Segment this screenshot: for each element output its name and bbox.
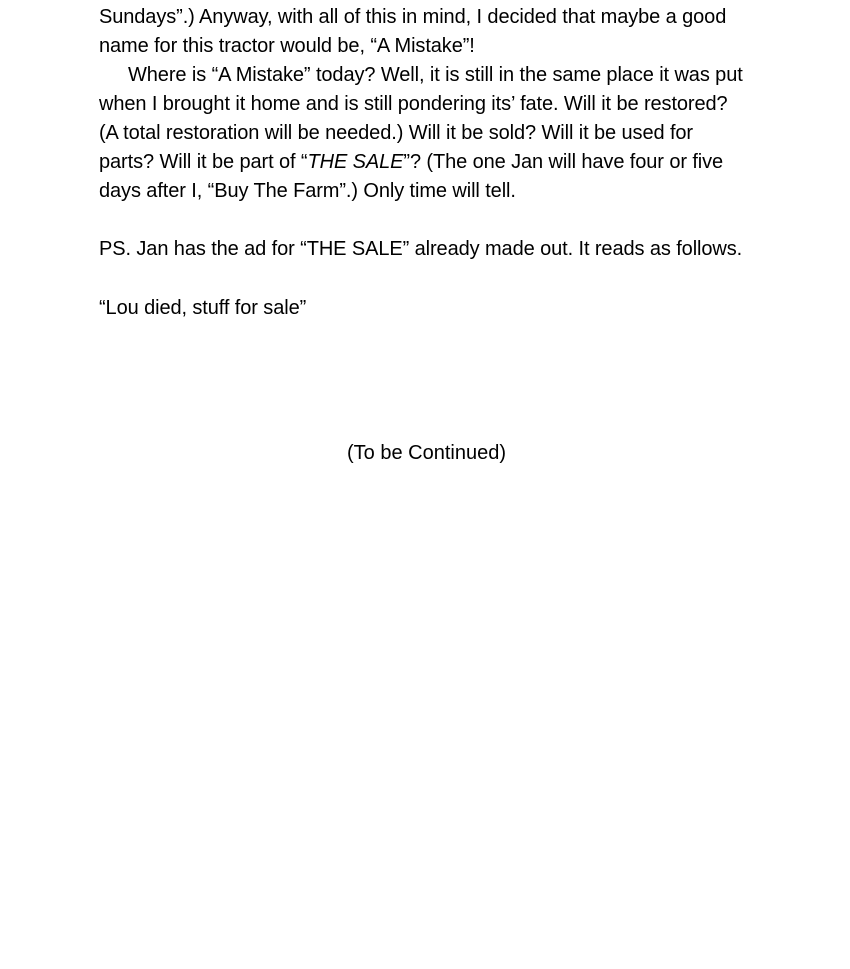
paragraph2-line4-after: ”? (The one Jan will have four or five [403,151,724,173]
paragraph1-line2: name for this tractor would be, “A Mistake”! [99,35,475,57]
paragraph2-line4 [99,148,723,177]
paragraph2-line1: Where is “A Mistake” today? Well, it is still in the same place it was put [128,64,743,86]
the-sale-italic: THE SALE [307,151,404,173]
to-be-continued: (To be Continued) [347,442,506,464]
postscript: PS. Jan has the ad for “THE SALE” already made out. It reads as follows. [99,238,743,260]
paragraph2-line5: days after I, “Buy The Farm”.) Only time will tell. [99,180,516,202]
paragraph2-line2: when I brought it home and is still pondering its’ fate. Will it be restored? [99,93,728,115]
paragraph2-line3: (A total restoration will be needed.) Will it be sold? Will it be used for [99,122,693,144]
paragraph2-line4-before: parts? Will it be part of “ [99,151,308,173]
ad-text: “Lou died, stuff for sale” [99,297,307,319]
paragraph1-line1: Sundays”.) Anyway, with all of this in mind, I decided that maybe a good [99,6,727,28]
